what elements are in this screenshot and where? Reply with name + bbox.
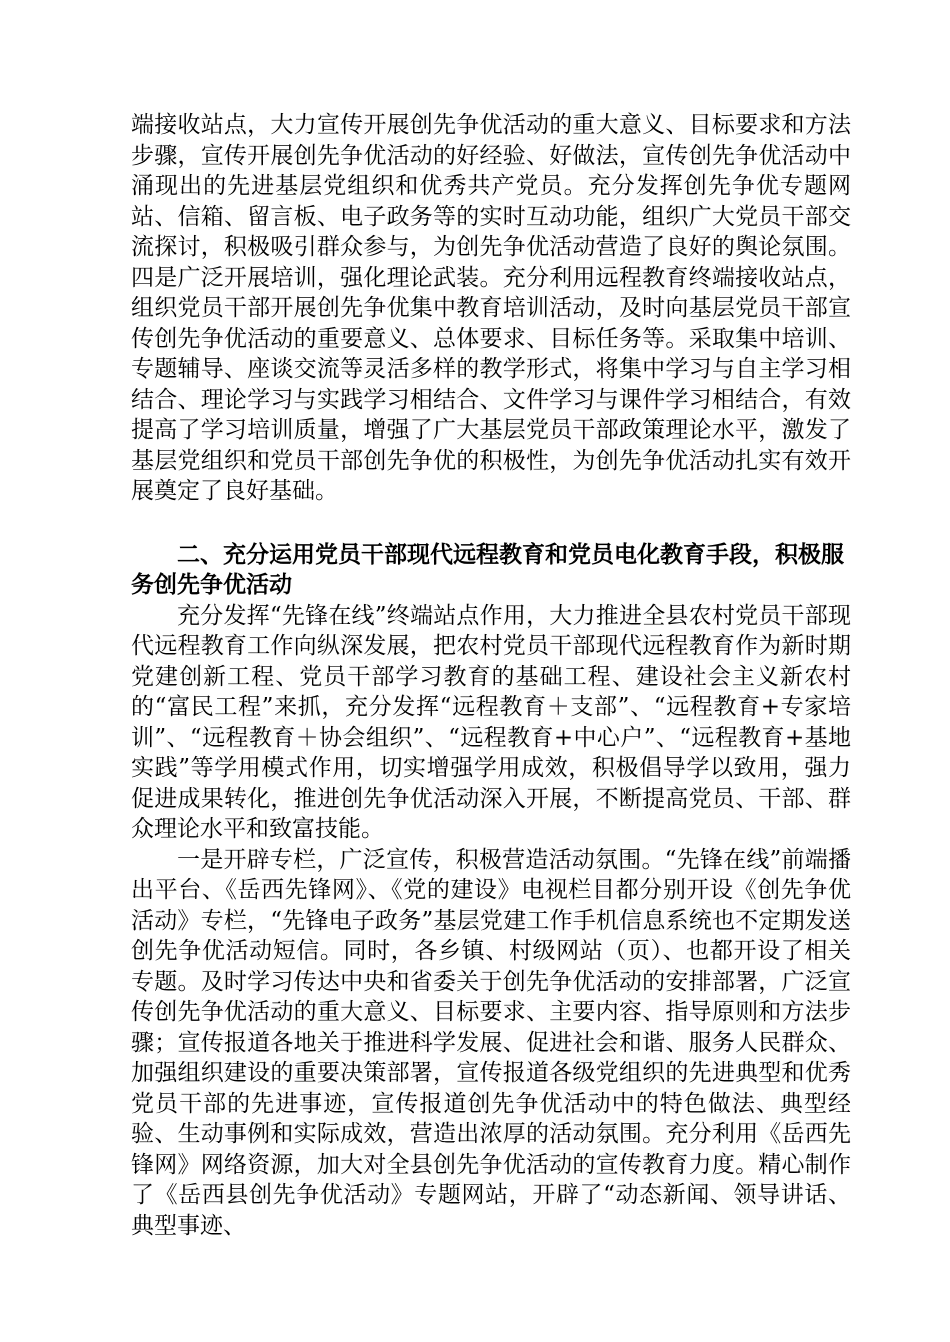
paragraph-gap bbox=[131, 507, 851, 540]
paragraph-section-intro: 充分发挥“先锋在线”终端站点作用，大力推进全县农村党员干部现代远程教育工作向纵深发展，把农村党员干部现代远程教育作为新时期党建创新工程、党员干部学习教育的基础工程、建设社会主义新农村的“富民工程”来抓，充分发挥“远程教育＋支部”、“远程教育+专家培训”、“远程教育＋协会组织”、“远程教育+中心户”、“远程教育+基地实践”等学用模式作用，切实增强学用成效，积极倡导学以致用，强力促进成果转化，推进创先争优活动深入开展，不断提高党员、干部、群众理论水平和致富技能。 bbox=[131, 602, 851, 842]
paragraph-continued: 端接收站点，大力宣传开展创先争优活动的重大意义、目标要求和方法步骤，宣传开展创先争优活动的好经验、好做法，宣传创先争优活动中涌现出的先进基层党组织和优秀共产党员。充分发挥创先争优专题网站、信箱、留言板、电子政务等的实时互动功能，组织广大党员干部交流探讨，积极吸引群众参与，为创先争优活动营造了良好的舆论氛围。四是广泛开展培训，强化理论武装。充分利用远程教育终端接收站点，组织党员干部开展创先争优集中教育培训活动，及时向基层党员干部宣传创先争优活动的重要意义、总体要求、目标任务等。采取集中培训、专题辅导、座谈交流等灵活多样的教学形式，将集中学习与自主学习相结合、理论学习与实践学习相结合、文件学习与课件学习相结合，有效提高了学习培训质量，增强了广大基层党员干部政策理论水平，激发了基层党组织和党员干部创先争优的积极性，为创先争优活动扎实有效开展奠定了良好基础。 bbox=[131, 112, 851, 504]
paragraph-item-one: 一是开辟专栏，广泛宣传，积极营造活动氛围。“先锋在线”前端播出平台、《岳西先锋网》、《党的建设》电视栏目都分别开设《创先争优活动》专栏，“先锋电子政务”基层党建工作手机信息系统也不定期发送创先争优活动短信。同时，各乡镇、村级网站（页）、也都开设了相关专题。及时学习传达中央和省委关于创先争优活动的安排部署，广泛宣传创先争优活动的重大意义、目标要求、主要内容、指导原则和方法步骤；宣传报道各地关于推进科学发展、促进社会和谐、服务人民群众、加强组织建设的重要决策部署，宣传报道各级党组织的先进典型和优秀党员干部的先进事迹，宣传报道创先争优活动中的特色做法、典型经验、生动事例和实际成效，营造出浓厚的活动氛围。充分利用《岳西先锋网》网络资源，加大对全县创先争优活动的宣传教育力度。精心制作了《岳西县创先争优活动》专题网站，开辟了“动态新闻、领导讲话、典型事迹、 bbox=[131, 846, 851, 1239]
section-heading: 二、充分运用党员干部现代远程教育和党员电化教育手段，积极服务创先争优活动 bbox=[131, 541, 844, 598]
document-page bbox=[131, 110, 851, 1241]
